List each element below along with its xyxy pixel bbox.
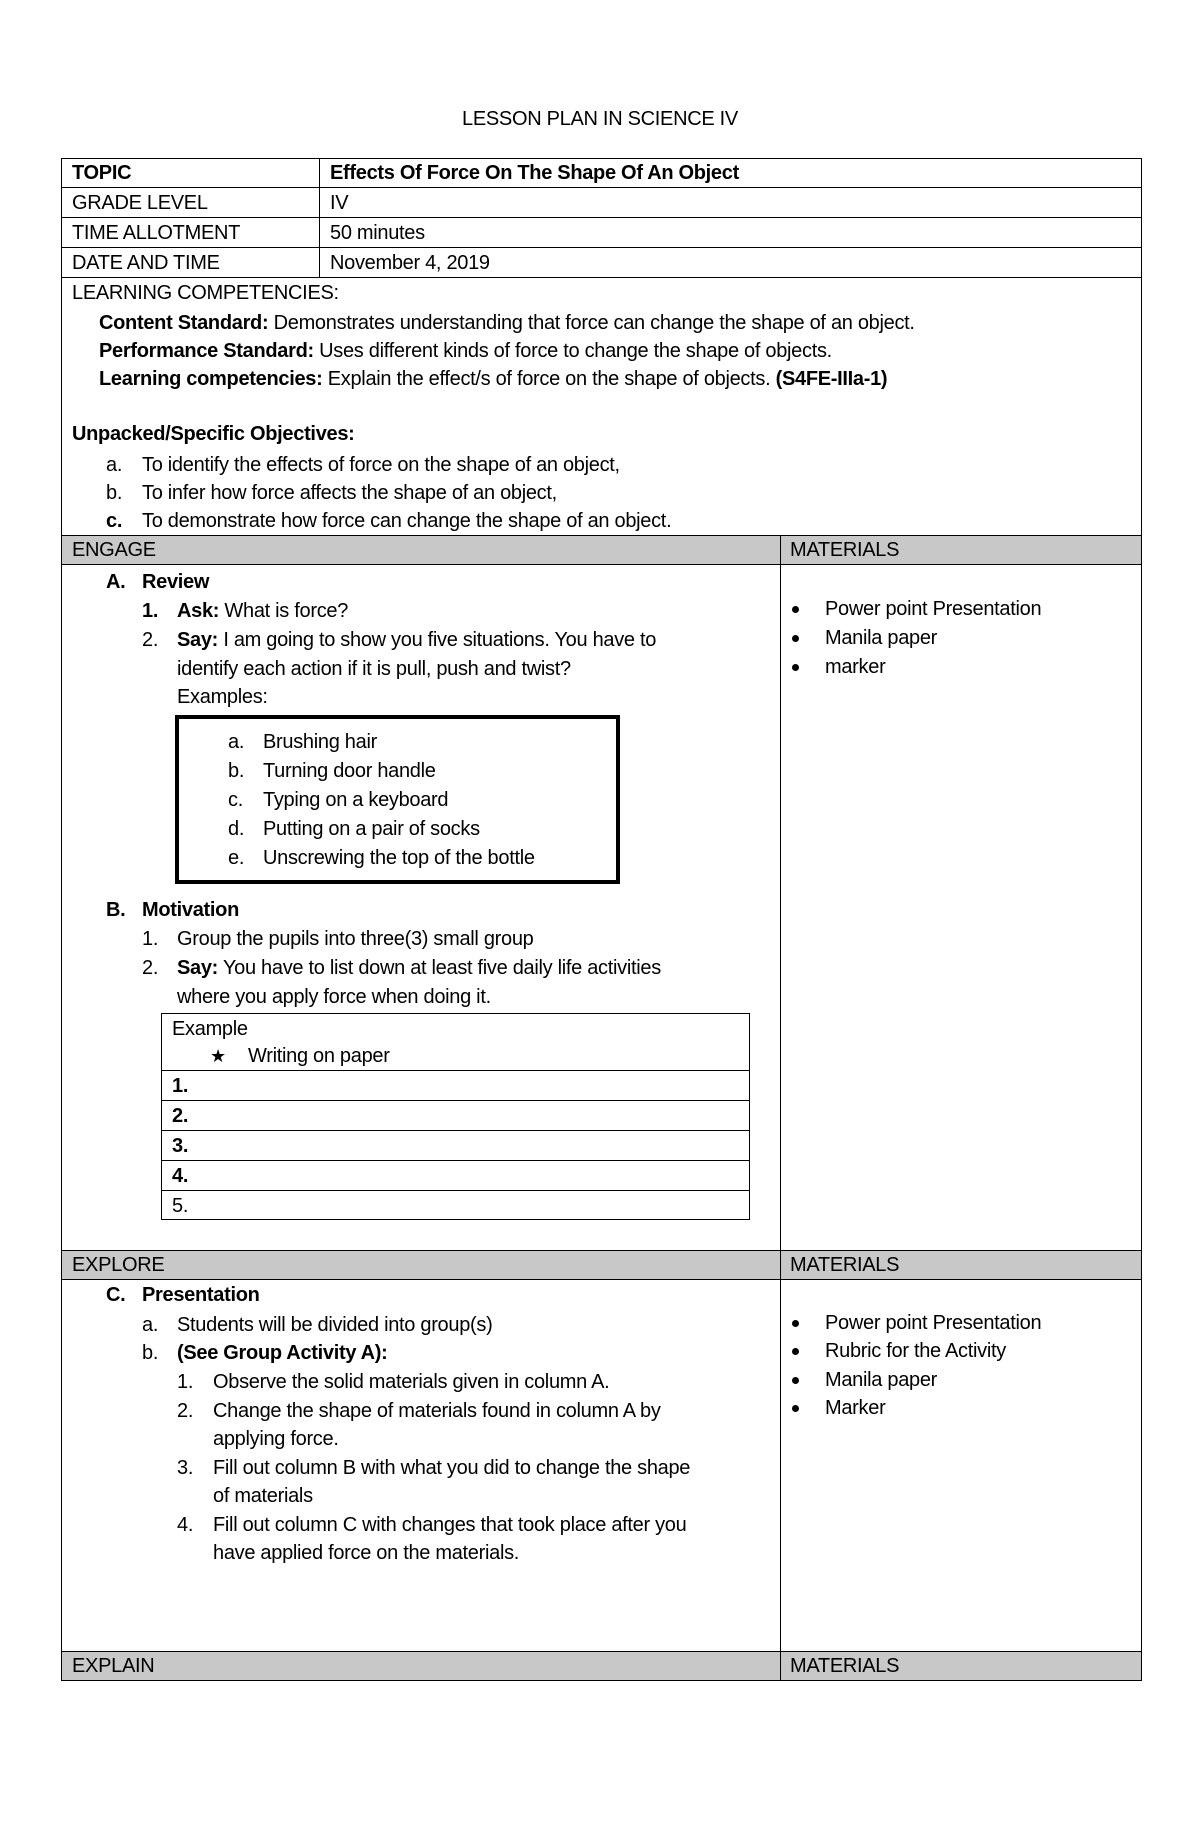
explain-materials-heading: MATERIALS [790, 1655, 900, 1677]
motivation-marker: B. [106, 899, 126, 921]
example-marker: d. [228, 818, 245, 840]
activity-row-rule [161, 1100, 750, 1101]
content-standard-label: Content Standard: [99, 312, 269, 334]
presentation-title: Presentation [142, 1284, 260, 1306]
motivation-say-text-continued: where you apply force when doing it. [177, 986, 491, 1008]
engage-material-item: Power point Presentation [825, 598, 1042, 620]
date-time-value: November 4, 2019 [330, 252, 490, 274]
objective-marker: a. [106, 454, 123, 476]
explain-heading: EXPLAIN [72, 1655, 155, 1677]
topic-value: Effects Of Force On The Shape Of An Object [330, 162, 739, 184]
row-rule [61, 1250, 1142, 1251]
step-text: Fill out column B with what you did to change the shape [213, 1457, 691, 1479]
row-rule [61, 564, 1142, 565]
example-marker: b. [228, 760, 245, 782]
example-text: Putting on a pair of socks [263, 818, 480, 840]
blank-row-number: 1. [172, 1075, 189, 1097]
row-rule [61, 217, 1142, 218]
row-rule [61, 247, 1142, 248]
example-activity-text: Writing on paper [248, 1045, 390, 1067]
explore-heading: EXPLORE [72, 1254, 165, 1276]
objective-marker: b. [106, 482, 123, 504]
engage-heading: ENGAGE [72, 539, 156, 561]
bullet-icon [792, 1405, 799, 1412]
ask-line [177, 599, 348, 623]
motivation-say-line [177, 956, 661, 980]
learning-competency-text: Explain the effect/s of force on the shape of objects. [327, 368, 771, 390]
objective-text: To identify the effects of force on the shape of an object, [142, 454, 620, 476]
date-time-label: DATE AND TIME [72, 252, 220, 274]
example-text: Turning door handle [263, 760, 436, 782]
step-text: Change the shape of materials found in column A by [213, 1400, 661, 1422]
presentation-item-marker: a. [142, 1314, 159, 1336]
column-rule [319, 158, 320, 277]
group-activity-reference: (See Group Activity A): [177, 1342, 388, 1364]
say-line [177, 628, 656, 652]
row-rule [61, 277, 1142, 278]
review-title: Review [142, 571, 210, 593]
bullet-icon [792, 635, 799, 642]
bullet-icon [792, 664, 799, 671]
step-number: 3. [177, 1457, 194, 1479]
performance-standard-text: Uses different kinds of force to change the shape of objects. [319, 340, 832, 362]
row-rule [61, 535, 1142, 536]
step-number: 2. [177, 1400, 194, 1422]
step-text: Observe the solid materials given in column A. [213, 1371, 610, 1393]
row-rule [61, 187, 1142, 188]
step-text: Fill out column C with changes that took place after you [213, 1514, 687, 1536]
grade-level-value: IV [330, 192, 349, 214]
activity-row-rule [161, 1160, 750, 1161]
motivation-title: Motivation [142, 899, 239, 921]
row-rule [61, 1651, 1142, 1652]
engage-material-item: Manila paper [825, 627, 938, 649]
say-text-continued: identify each action if it is pull, push and twist? [177, 658, 571, 680]
bullet-icon [792, 1320, 799, 1327]
presentation-item-marker: b. [142, 1342, 159, 1364]
objective-text: To infer how force affects the shape of an object, [142, 482, 557, 504]
competencies-heading: LEARNING COMPETENCIES: [72, 282, 339, 304]
content-standard-text: Demonstrates understanding that force can change the shape of an object. [273, 312, 915, 334]
engage-materials-heading: MATERIALS [790, 539, 900, 561]
content-standard [99, 311, 915, 335]
presentation-marker: C. [106, 1284, 126, 1306]
row-rule [61, 1279, 1142, 1280]
presentation-item-text: Students will be divided into group(s) [177, 1314, 493, 1336]
example-text: Typing on a keyboard [263, 789, 449, 811]
review-step-number: 1. [142, 600, 159, 622]
say-text: I am going to show you five situations. You have to [223, 629, 657, 651]
document-title: LESSON PLAN IN SCIENCE IV [462, 108, 738, 130]
explore-materials-heading: MATERIALS [790, 1254, 900, 1276]
blank-row-number: 4. [172, 1165, 189, 1187]
step-text-continued: of materials [213, 1485, 313, 1507]
review-step-number: 2. [142, 629, 159, 651]
step-number: 4. [177, 1514, 194, 1536]
example-marker: e. [228, 847, 245, 869]
ask-text: What is force? [224, 600, 349, 622]
learning-competency-label: Learning competencies: [99, 368, 323, 390]
time-allotment-label: TIME ALLOTMENT [72, 222, 241, 244]
example-label: Example [172, 1018, 248, 1040]
explore-material-item: Manila paper [825, 1369, 938, 1391]
objectives-heading: Unpacked/Specific Objectives: [72, 423, 355, 445]
engage-material-item: marker [825, 656, 886, 678]
motivation-say-text: You have to list down at least five daily life activities [222, 957, 661, 979]
bullet-icon [792, 1348, 799, 1355]
column-rule [780, 535, 781, 1681]
example-text: Brushing hair [263, 731, 377, 753]
grade-level-label: GRADE LEVEL [72, 192, 208, 214]
blank-row-number: 3. [172, 1135, 189, 1157]
examples-label: Examples: [177, 686, 268, 708]
activity-row-rule [161, 1190, 750, 1191]
topic-label: TOPIC [72, 162, 132, 184]
blank-row-number: 5. [172, 1195, 189, 1217]
example-marker: a. [228, 731, 245, 753]
blank-row-number: 2. [172, 1105, 189, 1127]
motivation-item-text: Group the pupils into three(3) small group [177, 928, 534, 950]
activity-row-rule [161, 1130, 750, 1131]
activity-row-rule [161, 1070, 750, 1071]
step-text-continued: have applied force on the materials. [213, 1542, 520, 1564]
example-text: Unscrewing the top of the bottle [263, 847, 535, 869]
objective-marker: c. [106, 510, 123, 532]
learning-competency-code: (S4FE-IIIa-1) [775, 368, 888, 390]
bullet-icon [792, 1377, 799, 1384]
step-text-continued: applying force. [213, 1428, 339, 1450]
ask-label: Ask: [177, 600, 220, 622]
performance-standard [99, 339, 832, 363]
review-marker: A. [106, 571, 126, 593]
bullet-icon [792, 606, 799, 613]
star-icon: ★ [210, 1046, 226, 1066]
example-marker: c. [228, 789, 243, 811]
time-allotment-value: 50 minutes [330, 222, 425, 244]
motivation-step-number: 2. [142, 957, 159, 979]
explore-material-item: Marker [825, 1397, 886, 1419]
objective-text: To demonstrate how force can change the shape of an object. [142, 510, 672, 532]
explore-material-item: Rubric for the Activity [825, 1340, 1006, 1362]
motivation-say-label: Say: [177, 957, 219, 979]
step-number: 1. [177, 1371, 194, 1393]
explore-material-item: Power point Presentation [825, 1312, 1042, 1334]
say-label: Say: [177, 629, 219, 651]
learning-competency [99, 367, 887, 391]
motivation-step-number: 1. [142, 928, 159, 950]
performance-standard-label: Performance Standard: [99, 340, 314, 362]
